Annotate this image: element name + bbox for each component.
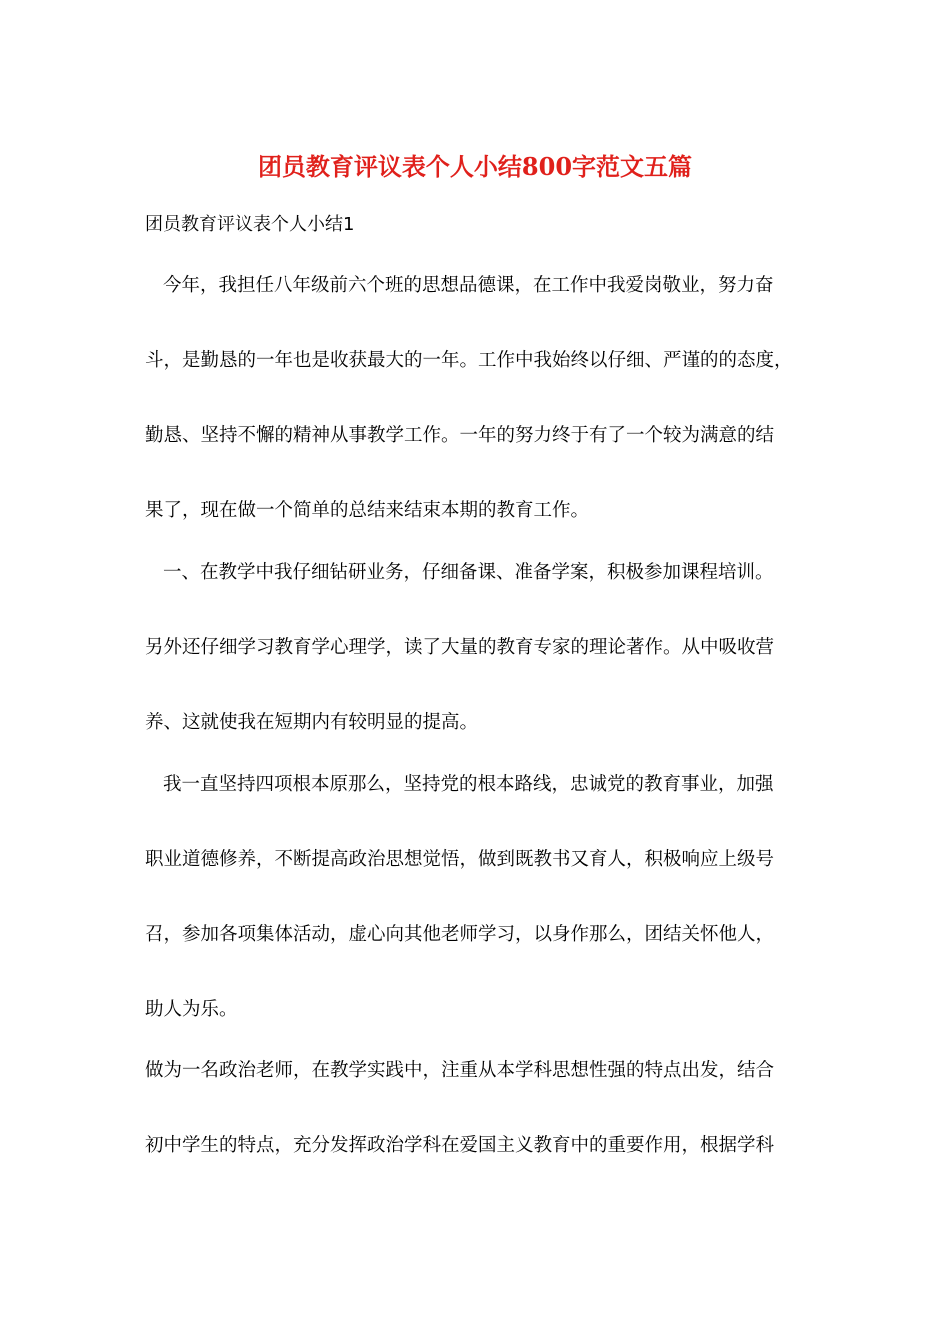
document-title: 团员教育评议表个人小结800字范文五篇 xyxy=(257,152,693,181)
paragraph-line: 召，参加各项集体活动，虚心向其他老师学习，以身作那么，团结关怀他人， xyxy=(145,924,775,945)
paragraph-line: 助人为乐。 xyxy=(145,999,238,1020)
paragraph-line: 一、在教学中我仔细钻研业务，仔细备课、准备学案，积极参加课程培训。 xyxy=(163,562,774,583)
paragraph-line: 另外还仔细学习教育学心理学，读了大量的教育专家的理论著作。从中吸收营 xyxy=(145,637,775,658)
paragraph-line: 我一直坚持四项根本原那么，坚持党的根本路线，忠诚党的教育事业，加强 xyxy=(163,774,774,795)
paragraph-line: 果了，现在做一个简单的总结来结束本期的教育工作。 xyxy=(145,500,590,521)
paragraph-line: 今年，我担任八年级前六个班的思想品德课，在工作中我爱岗敬业，努力奋 xyxy=(163,275,774,296)
paragraph-line: 养、这就使我在短期内有较明显的提高。 xyxy=(145,712,479,733)
paragraph-line: 做为一名政治老师，在教学实践中，注重从本学科思想性强的特点出发，结合 xyxy=(145,1060,775,1081)
section-heading: 团员教育评议表个人小结1 xyxy=(145,214,355,235)
paragraph-line: 斗，是勤恳的一年也是收获最大的一年。工作中我始终以仔细、严谨的的态度， xyxy=(145,350,793,371)
paragraph-line: 勤恳、坚持不懈的精神从事教学工作。一年的努力终于有了一个较为满意的结 xyxy=(145,425,775,446)
paragraph-line: 初中学生的特点，充分发挥政治学科在爱国主义教育中的重要作用，根据学科 xyxy=(145,1135,775,1156)
paragraph-line: 职业道德修养，不断提高政治思想觉悟，做到既教书又育人，积极响应上级号 xyxy=(145,849,775,870)
